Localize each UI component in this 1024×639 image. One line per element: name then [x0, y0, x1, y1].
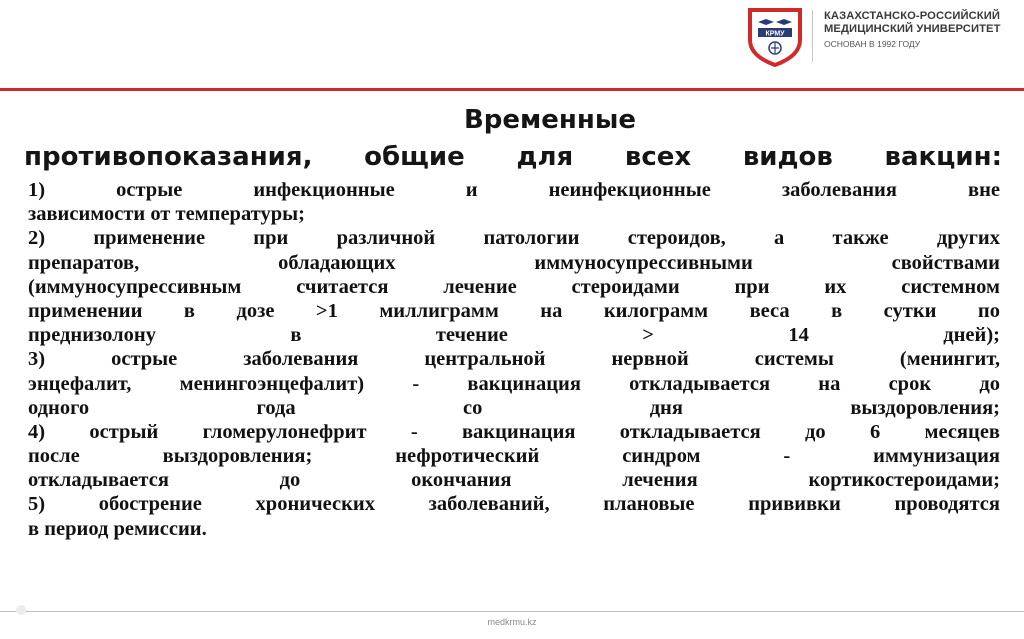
university-name-line2: МЕДИЦИНСКИЙ УНИВЕРСИТЕТ [824, 23, 1001, 35]
body-line: 1) острые инфекционные и неинфекционные заболевания вне [28, 179, 1000, 201]
body-line: препаратов, обладающих иммуносупрессивными свойствами [28, 251, 1000, 274]
body-line: (иммуносупрессивным считается лечение стероидами при их системном [28, 275, 1000, 298]
body-line: в период ремиссии. [28, 517, 207, 540]
university-name-line1: КАЗАХСТАНСКО-РОССИЙСКИЙ [824, 10, 1000, 22]
body-line: откладывается до окончания лечения кортикостероидами; [28, 469, 1000, 492]
university-name [824, 10, 1020, 50]
footer-decoration [16, 605, 26, 615]
university-logo [746, 6, 804, 68]
body-line: 4) острый гломерулонефрит - вакцинация откладывается до 6 месяцев [28, 420, 1000, 443]
body-line: 2) применение при различной патологии стероидов, а также других [28, 227, 1000, 250]
header-divider [812, 10, 813, 62]
header [0, 0, 1024, 88]
slide-title: Временные [463, 105, 637, 135]
footer-website: medkrmu.kz [487, 617, 537, 627]
slide-subtitle: противопоказания, общие для всех видов вакцин: [24, 142, 1002, 172]
body-line: одного года со дня выздоровления; [28, 396, 1000, 419]
body-line: преднизолону в течение > 14 дней); [28, 324, 1000, 347]
body-line: применении в дозе >1 миллиграмм на килограмм веса в сутки по [28, 299, 1000, 322]
footer-divider [0, 611, 1024, 612]
body-line: 5) обострение хронических заболеваний, плановые прививки проводятся [28, 493, 1000, 516]
slide-body [28, 178, 1000, 541]
svg-text:КРМУ: КРМУ [765, 30, 785, 38]
body-line: энцефалит, менингоэнцефалит) - вакцинация откладывается на срок до [28, 372, 1000, 395]
body-line: после выздоровления; нефротический синдром - иммунизация [28, 445, 1000, 468]
body-line: зависимости от температуры; [28, 203, 305, 226]
founded-year: ОСНОВАН В 1992 ГОДУ [824, 39, 921, 49]
body-line: 3) острые заболевания центральной нервной системы (менингит, [28, 348, 1000, 371]
